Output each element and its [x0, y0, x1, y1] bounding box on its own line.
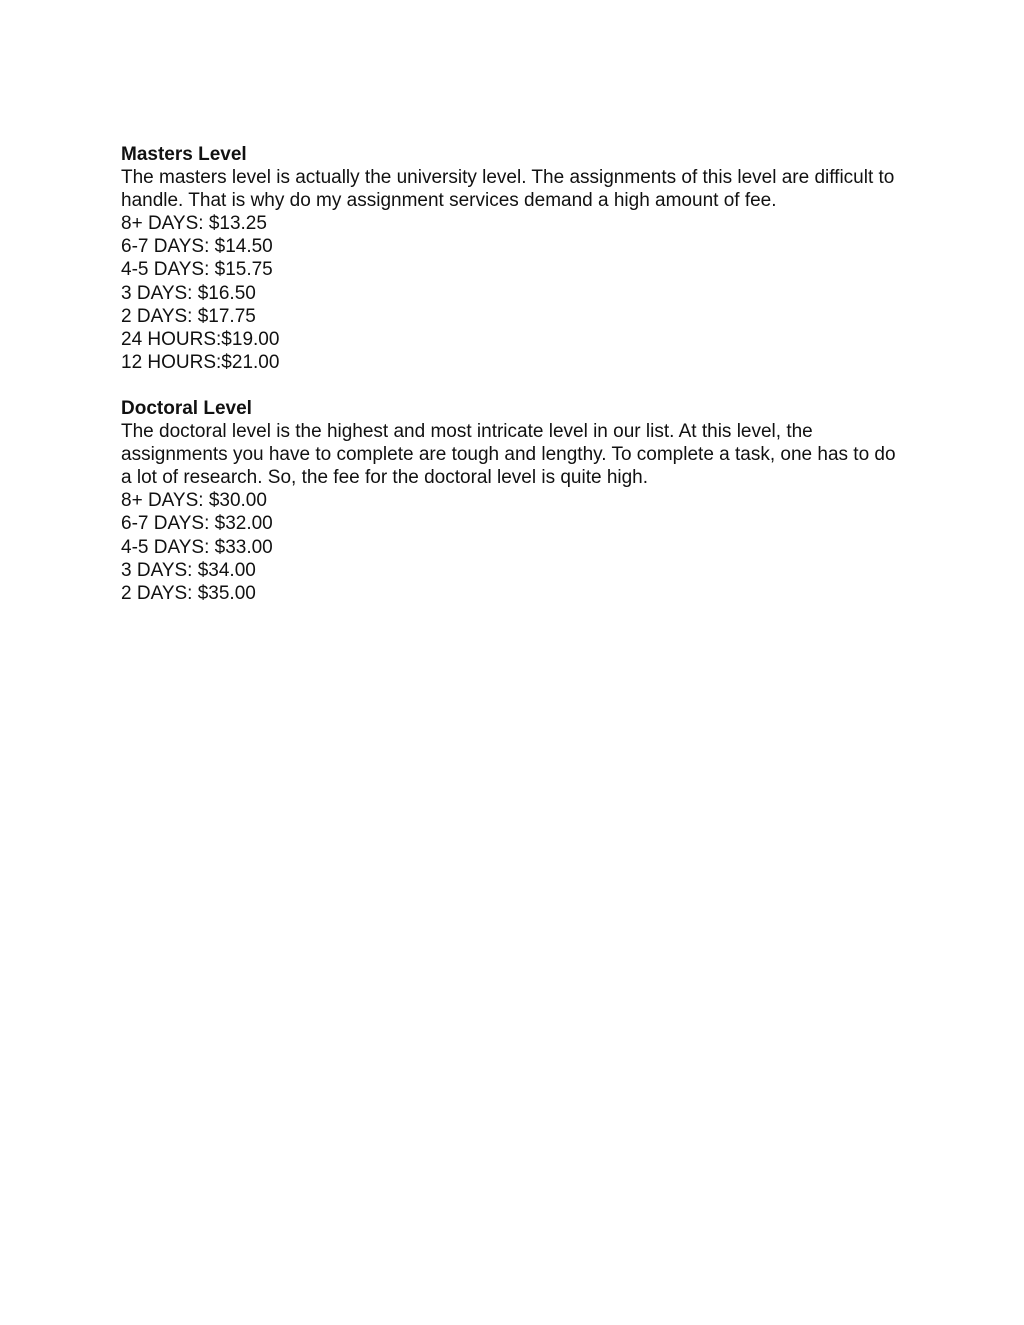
rate-item: 6-7 DAYS: $14.50	[121, 236, 273, 258]
rate-list	[121, 489, 911, 604]
rate-item: 24 HOURS:$19.00	[121, 328, 280, 350]
document-page	[121, 143, 911, 605]
rate-item: 12 HOURS:$21.00	[121, 351, 280, 373]
rate-item: 8+ DAYS: $13.25	[121, 213, 267, 235]
rate-item: 8+ DAYS: $30.00	[121, 490, 267, 512]
section-heading: Doctoral Level	[121, 397, 252, 419]
rate-item: 3 DAYS: $16.50	[121, 282, 256, 304]
section-heading: Masters Level	[121, 144, 247, 165]
rate-item: 4-5 DAYS: $15.75	[121, 259, 273, 281]
rate-item: 4-5 DAYS: $33.00	[121, 536, 273, 558]
rate-item: 2 DAYS: $35.00	[121, 582, 256, 604]
section-paragraph: The doctoral level is the highest and most intricate level in our list. At this level, the assignments you have to complete are tough and lengthy. To complete a task, one has to do a lot of research. So, the fee for the doctoral level is quite high.	[121, 421, 896, 489]
rate-item: 3 DAYS: $34.00	[121, 559, 256, 581]
rate-item: 2 DAYS: $17.75	[121, 305, 256, 327]
rate-list	[121, 212, 911, 374]
rate-item: 6-7 DAYS: $32.00	[121, 513, 273, 535]
masters-level-section	[121, 143, 911, 374]
doctoral-level-section	[121, 397, 911, 605]
section-paragraph: The masters level is actually the university level. The assignments of this level are difficult to handle. That is why do my assignment services demand a high amount of fee.	[121, 167, 895, 212]
